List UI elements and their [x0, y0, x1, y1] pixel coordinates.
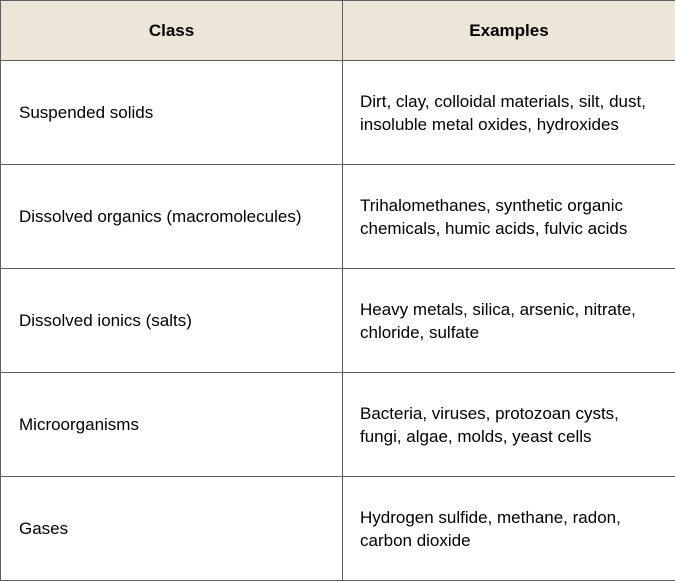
- table-row: [1, 269, 675, 373]
- table-header: [1, 1, 675, 61]
- examples-cell: Bacteria, viruses, protozoan cysts, fungi, algae, molds, yeast cells: [343, 373, 675, 477]
- header-row: [1, 1, 675, 61]
- class-cell: Microorganisms: [1, 373, 343, 477]
- table-row: [1, 373, 675, 477]
- table-body: [1, 61, 675, 581]
- examples-cell: Heavy metals, silica, arsenic, nitrate, chloride, sulfate: [343, 269, 675, 373]
- table-row: [1, 61, 675, 165]
- examples-cell: Dirt, clay, colloidal materials, silt, dust, insoluble metal oxides, hydroxides: [343, 61, 675, 165]
- class-cell: Gases: [1, 477, 343, 581]
- examples-cell: Hydrogen sulfide, methane, radon, carbon dioxide: [343, 477, 675, 581]
- table-row: [1, 165, 675, 269]
- table-row: [1, 477, 675, 581]
- class-cell: Dissolved organics (macromolecules): [1, 165, 343, 269]
- column-header-class: Class: [1, 1, 343, 61]
- class-cell: Dissolved ionics (salts): [1, 269, 343, 373]
- class-cell: Suspended solids: [1, 61, 343, 165]
- column-header-examples: Examples: [343, 1, 675, 61]
- examples-cell: Trihalomethanes, synthetic organic chemicals, humic acids, fulvic acids: [343, 165, 675, 269]
